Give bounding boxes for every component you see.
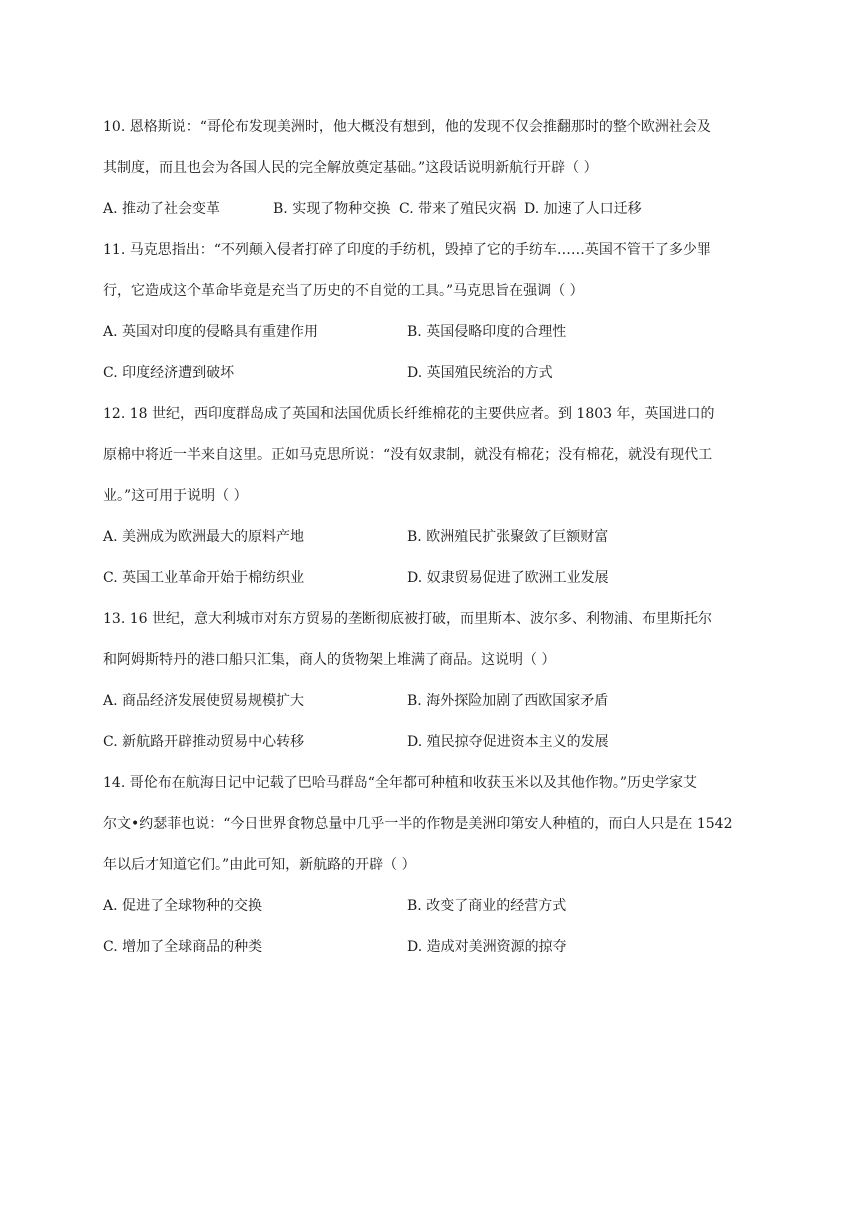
option-b: B. 实现了物种交换 (273, 201, 391, 217)
stem-line: 和阿姆斯特丹的港口船只汇集，商人的货物架上堆满了商品。这说明（ ） (103, 652, 556, 668)
question-12 (103, 404, 758, 588)
option-a: A. 美洲成为欧洲最大的原料产地 (103, 529, 305, 545)
question-14 (103, 773, 758, 957)
option-c: C. 英国工业革命开始于棉纺织业 (103, 570, 305, 586)
question-13 (103, 609, 758, 752)
option-c: C. 新航路开辟推动贸易中心转移 (103, 734, 305, 750)
stem-line: 11. 马克思指出：“不列颠入侵者打碎了印度的手纺机，毁掉了它的手纺车……英国不管干了多少罪 (103, 242, 711, 258)
option-a: A. 英国对印度的侵略具有重建作用 (103, 324, 319, 340)
option-d: D. 加速了人口迁移 (524, 201, 642, 217)
option-d: D. 英国殖民统治的方式 (407, 365, 553, 381)
stem-line: 原棉中将近一半来自这里。正如马克思所说：“没有奴隶制，就没有棉花；没有棉花，就没有现代工 (103, 447, 713, 463)
stem-line: 其制度，而且也会为各国人民的完全解放奠定基础。”这段话说明新航行开辟（ ） (103, 160, 598, 176)
stem-line: 10. 恩格斯说：“哥伦布发现美洲时，他大概没有想到，他的发现不仅会推翻那时的整个欧洲社会及 (103, 119, 711, 135)
options-row (103, 322, 758, 342)
question-stem (103, 773, 758, 875)
option-d: D. 造成对美洲资源的掠夺 (407, 939, 567, 955)
option-b: B. 欧洲殖民扩张聚敛了巨额财富 (407, 529, 609, 545)
question-stem (103, 404, 758, 506)
options-row (103, 363, 758, 383)
options-row (103, 527, 758, 547)
options-row (103, 568, 758, 588)
stem-line: 14. 哥伦布在航海日记中记载了巴哈马群岛“全年都可种植和收获玉米以及其他作物。”历史学家艾 (103, 775, 698, 791)
options-row (103, 691, 758, 711)
option-c: C. 增加了全球商品的种类 (103, 939, 263, 955)
options-grid (103, 691, 758, 752)
option-a: A. 商品经济发展使贸易规模扩大 (103, 693, 305, 709)
option-d: D. 殖民掠夺促进资本主义的发展 (407, 734, 609, 750)
option-c: C. 印度经济遭到破坏 (103, 365, 235, 381)
question-stem (103, 609, 758, 670)
question-11 (103, 240, 758, 383)
stem-line: 年以后才知道它们。”由此可知，新航路的开辟（ ） (103, 857, 416, 873)
options-grid (103, 527, 758, 588)
option-b: B. 英国侵略印度的合理性 (407, 324, 567, 340)
stem-line: 13. 16 世纪，意大利城市对东方贸易的垄断彻底被打破，而里斯本、波尔多、利物浦、布里斯托尔 (103, 611, 712, 627)
stem-line: 业。”这可用于说明（ ） (103, 488, 248, 504)
option-b: B. 海外探险加剧了西欧国家矛盾 (407, 693, 609, 709)
option-c: C. 带来了殖民灾祸 (399, 201, 517, 217)
options-grid (103, 322, 758, 383)
options-inline (103, 199, 758, 219)
options-row (103, 937, 758, 957)
question-10 (103, 117, 758, 219)
stem-line: 尔文•约瑟菲也说：“今日世界食物总量中几乎一半的作物是美洲印第安人种植的，而白人只是在 1542 (103, 816, 733, 832)
question-stem (103, 240, 758, 301)
option-b: B. 改变了商业的经营方式 (407, 898, 567, 914)
option-a: A. 推动了社会变革 (103, 201, 221, 217)
stem-line: 行，它造成这个革命毕竟是充当了历史的不自觉的工具。”马克思旨在强调（ ） (103, 283, 584, 299)
option-a: A. 促进了全球物种的交换 (103, 898, 263, 914)
option-d: D. 奴隶贸易促进了欧洲工业发展 (407, 570, 609, 586)
options-row (103, 896, 758, 916)
options-grid (103, 896, 758, 957)
stem-line: 12. 18 世纪，西印度群岛成了英国和法国优质长纤维棉花的主要供应者。到 1803 年，英国进口的 (103, 406, 715, 422)
options-row (103, 732, 758, 752)
question-stem (103, 117, 758, 178)
exam-page (103, 117, 758, 957)
